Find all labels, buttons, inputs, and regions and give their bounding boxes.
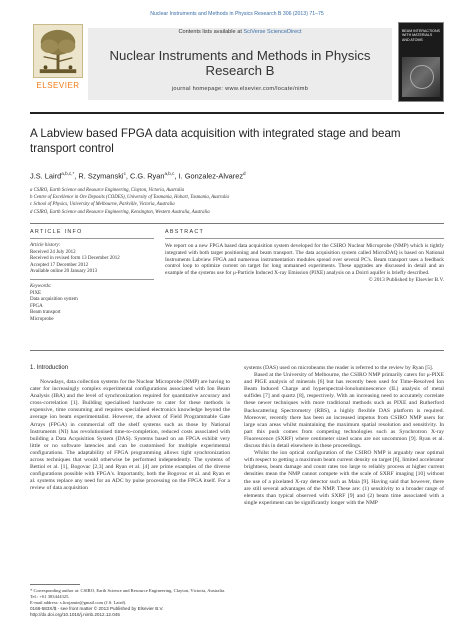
author-name[interactable]: I. Gonzalez-Alvarez <box>178 171 244 181</box>
keyword: PIXE <box>30 290 42 296</box>
history-item: Received in revised form 13 December 2012 <box>30 256 120 262</box>
contents-prefix: Contents lists available at <box>178 29 244 35</box>
body-paragraph: Nowadays, data collection systems for the Nuclear Microprobe (NMP) are having to cater for increasingly complex experimental configurations associated with Ion Beam Analysis (IBA) and the level of synchronization required for quantitative accuracy and cross-correlation [1]. Building specialised hardware to cater for these methods is expensive, time consuming and requires specialised electronics knowledge beyond the average ion beam experimentalist. However, the advent of Field Programmable Gate Arrays (FPGA) in commercial off the shelf systems such as those by National Instruments (NI) has revolutionised time-to-completion, reduced costs associated with building a Data Acquisition System (DAS). Systems based on an FPGA exhibit very little or no software latencies and can be customised for multiple experimental configurations. The adaptability of FPGA programming allows tight synchronization across techniques that would otherwise be performed independently. The systems of Bettiol et al. [1], Bogovac [2,3] and Ryan et al. [4] are prime examples of the diverse configurations possible with FPGA's. Importantly, both the Bogovac et al. and Ryan et al. systems replace any need for an ADC by pulse processing on the FPGA itself. For a review of data acquisition <box>30 379 230 492</box>
author-name[interactable]: C.G. Ryan <box>129 171 165 181</box>
journal-banner <box>88 28 392 100</box>
keyword: Beam transport <box>30 310 61 316</box>
body-paragraph: systems (DAS) used on microbeams the reader is referred to the review by Ryan [5]. <box>244 365 434 371</box>
publisher-logo[interactable] <box>30 24 86 96</box>
author-affil-marker: a,b,c <box>164 171 175 176</box>
affiliations <box>30 187 444 216</box>
section-divider <box>30 223 444 224</box>
footer-meta <box>30 606 230 618</box>
body-paragraph: Based at the University of Melbourne, the CSIRO NMP primarily caters for μ-PIXE and PIGE analysis of minerals [6] but has recently been used for Time-Resolved Ion Beam Induced Charge and hyperspectral-Ionoluminescence (IL) analysis of metal sulfides [7] and quartz [8], respectively. With an increasing need to accurately correlate these newer techniques with more traditional methods such as PIXE and Rutherford Backscattering Spectrometry (RBS), a highly flexible DAS platform is required. Moreover, recently there has been an increased impetus from CSIRO NMP users for large scan areas whilst maintaining the maximum spatial resolution and sensitivity. In part this push comes from competing technologies such as Synchrotron X-ray Fluorescence (SXRF) where centimeter sized scans are not uncommon [9]. Ryan et al. discuss this in detail elsewhere in these proceedings. <box>244 372 444 450</box>
affiliation: b Centre of Excellence in Ore Deposits (CODES), University of Tasmania, Hobart, Tasmania, Australia <box>30 195 229 201</box>
article-info <box>30 229 154 324</box>
divider <box>30 279 154 280</box>
abstract-text: We report on a new FPGA based data acquisition system developed for the CSIRO Nuclear Microprobe (NMP) which is tightly integrated with both target positioning and beam transport. The data acquisition system called MicroDAQ is based on National Instruments Labview FPGA and numerous instrumentation modules spread over several PC's. Beam transport uses a feedback control loop to optimize current on target for long unmanned experiments. These upgrades are discussed in detail and an example of the systems use for μ-Particle Induced X-ray Emission (PIXE) analysis on a Doirri aquifer is briefly described. <box>165 243 444 277</box>
footnotes <box>30 584 230 606</box>
author-affil-marker: c <box>123 171 126 176</box>
keywords-heading: Keywords: <box>30 283 52 289</box>
affiliation: a CSIRO, Earth Science and Resource Engineering, Clayton, Victoria, Australia <box>30 188 185 193</box>
homepage-link[interactable]: www.elsevier.com/locate/nimb <box>225 86 309 92</box>
keywords <box>30 284 154 324</box>
section-divider <box>30 350 444 351</box>
body-column-right <box>244 365 444 507</box>
author-name[interactable]: J.S. Laird <box>30 171 62 181</box>
header-divider <box>30 112 444 114</box>
journal-cover[interactable] <box>398 22 444 102</box>
corresponding-author-note: * Corresponding author at: CSIRO, Earth Science and Resource Engineering, Clayton, Victoria, Australia. Tel.: +61 383444325. <box>30 588 226 599</box>
abstract-label: ABSTRACT <box>165 229 205 235</box>
body-column-left <box>30 365 230 493</box>
author-affil-marker: a,b,c,* <box>61 171 75 176</box>
author-list: J.S. Laird$^{a,b,c,*}$, R. Szymanski$^c$, C.G. Ryan$^{a,b,c}$, I. Gonzalez-Alvarez$^d$ <box>30 171 246 181</box>
history-item: Received 24 July 2012 <box>30 249 76 255</box>
keyword: Microprobe <box>30 316 54 322</box>
running-head: Nuclear Instruments and Methods in Physics Research B 306 (2013) 71–75 <box>150 11 324 17</box>
divider <box>30 238 154 239</box>
divider <box>165 238 444 239</box>
tree-icon <box>33 24 83 78</box>
history-item: Accepted 17 December 2012 <box>30 262 89 268</box>
journal-title: Nuclear Instruments and Methods in Physics Research B <box>109 48 371 78</box>
cover-image <box>402 57 440 97</box>
cover-text: BEAM INTERACTIONS WITH MATERIALS AND ATOMS <box>402 29 440 42</box>
article-title: A Labview based FPGA data acquisition with integrated stage and beam transport control <box>30 127 401 155</box>
affiliation: d CSIRO, Earth Science and Resource Engineering, Kensington, Western Australia, Australia <box>30 209 210 215</box>
homepage-line <box>88 86 392 92</box>
contents-line <box>88 29 392 35</box>
issn-line: 0168-583X/$ - see front matter © 2013 Published by Elsevier B.V. <box>30 606 164 611</box>
publisher-name: ELSEVIER <box>36 81 80 90</box>
footnote-rule <box>30 584 80 585</box>
section-heading: 1. Introduction <box>30 365 69 371</box>
keyword: Data acquisition system <box>30 297 78 303</box>
homepage-prefix: journal homepage: <box>171 86 226 92</box>
article-info-label: ARTICLE INFO <box>30 229 83 235</box>
doi-link[interactable]: http://dx.doi.org/10.1016/j.nimb.2012.12.045 <box>30 612 120 617</box>
email-note[interactable]: E-mail address: s.lirojamie@gmail.com (J.S. Laird). <box>30 600 127 605</box>
article-history <box>30 243 154 276</box>
author-affil-marker: d <box>243 171 246 176</box>
sciencedirect-link[interactable]: SciVerse ScienceDirect <box>243 29 302 35</box>
abstract-copyright: © 2013 Published by Elsevier B.V. <box>368 276 444 283</box>
abstract <box>165 229 444 283</box>
affiliation: c School of Physics, University of Melbourne, Parkville, Victoria, Australia <box>30 202 175 208</box>
body-paragraph: Whilst the ion optical configuration of the CSIRO NMP is arguably near optimal with respect to getting a maximum beam current density on target [6], limited accelerator brightness, beam damage and count rates too large to reliably process at higher current densities mean the NMP cannot compete with the scale of SXRF imaging [10] without the use of a pixelated X-ray detector such as Maia [9]. Having said that however, there are still several advantages of the NMP. These are: (1) sensitivity to a broader range of elements than typical observed with SXRF [9] and (2) beam time associated with a single experiment can be significantly longer with the NMP <box>244 450 444 506</box>
history-item: Available online 20 January 2013 <box>30 269 98 275</box>
history-heading: Article history: <box>30 243 61 248</box>
journal-header <box>30 22 444 110</box>
keyword: FPGA <box>30 303 43 309</box>
author-name[interactable]: R. Szymanski <box>78 171 124 181</box>
